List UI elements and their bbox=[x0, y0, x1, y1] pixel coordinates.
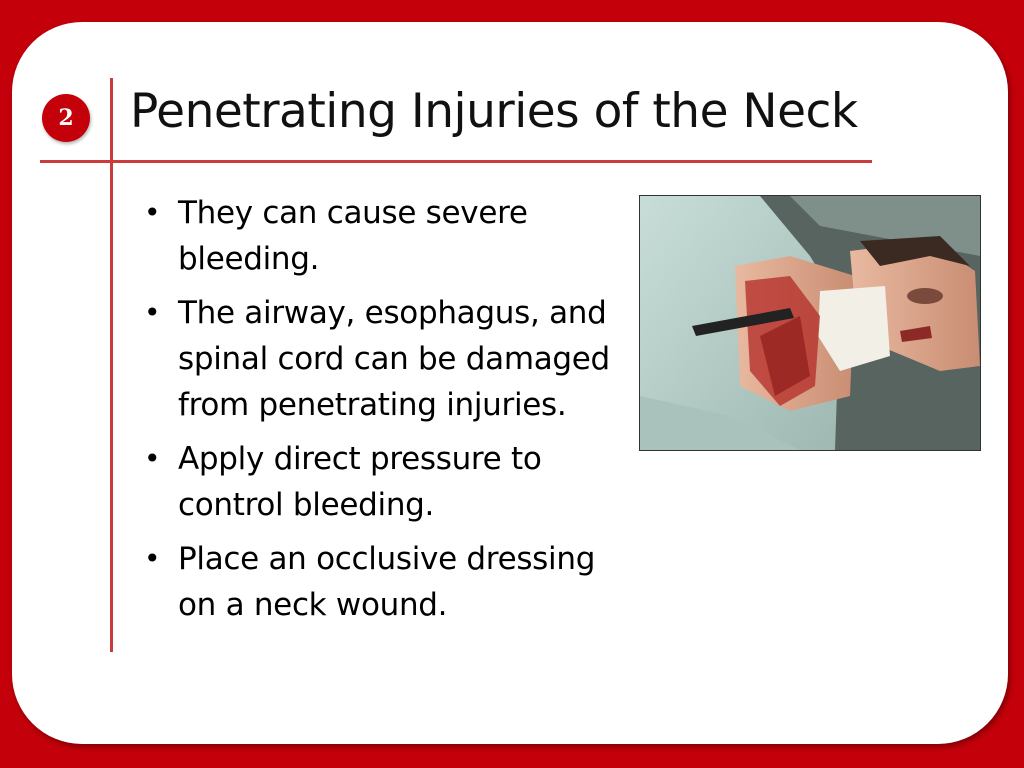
bullet-item bbox=[140, 436, 610, 528]
patient-photo bbox=[639, 195, 981, 451]
bullet-text: The airway, esophagus, and spinal cord can be damaged from penetrating injuries. bbox=[178, 295, 610, 423]
bullet-dot: • bbox=[144, 442, 161, 475]
bullet-text: Apply direct pressure to control bleeding. bbox=[178, 441, 542, 523]
vertical-divider bbox=[110, 78, 113, 652]
horizontal-divider bbox=[40, 160, 872, 163]
slide-card bbox=[12, 22, 1008, 744]
bullet-list bbox=[140, 190, 610, 636]
bullet-item bbox=[140, 536, 610, 628]
slide-number-badge: 2 bbox=[42, 94, 90, 142]
slide-title: Penetrating Injuries of the Neck bbox=[130, 84, 858, 139]
bullet-dot: • bbox=[144, 196, 161, 229]
bullet-dot: • bbox=[144, 296, 161, 329]
bullet-item bbox=[140, 190, 610, 282]
bullet-text: Place an occlusive dressing on a neck wound. bbox=[178, 541, 596, 623]
patient-neck-wound-illustration bbox=[640, 196, 980, 450]
bullet-item bbox=[140, 290, 610, 428]
bullet-text: They can cause severe bleeding. bbox=[178, 195, 528, 277]
bullet-dot: • bbox=[144, 542, 161, 575]
